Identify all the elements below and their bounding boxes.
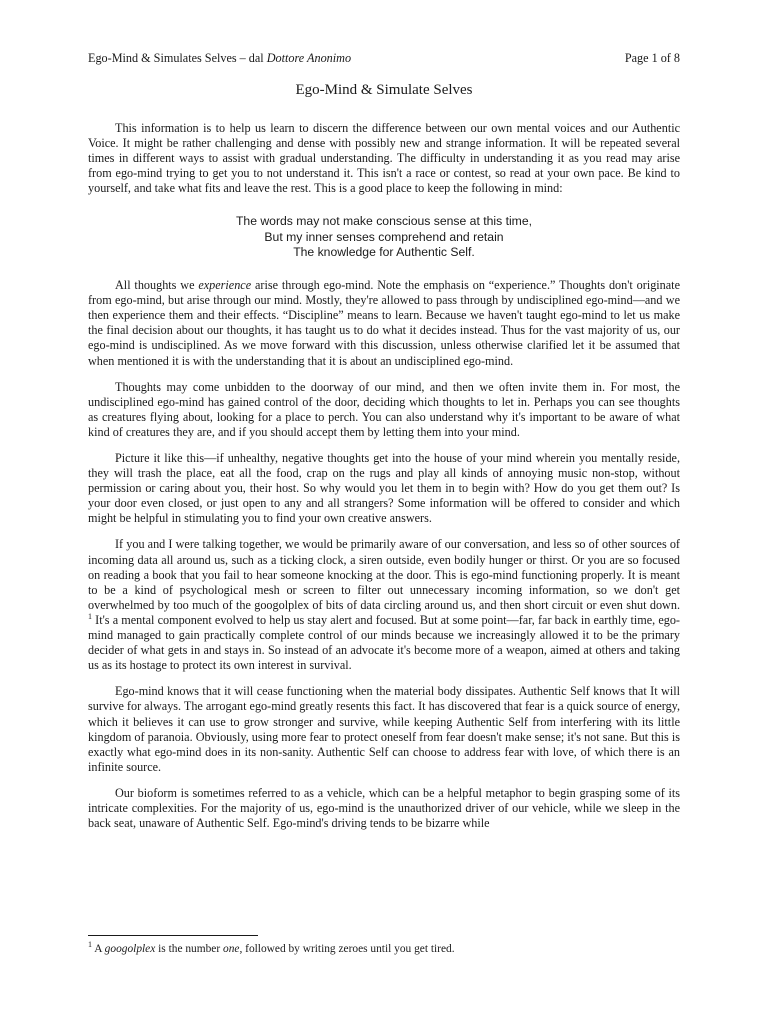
affirmation-quote: [88, 214, 680, 260]
text-run: It's a mental component evolved to help us stay alert and focused. But at some point—far, far back in earthly time, ego-mind managed to gain practically complete control of our minds because we increasingly allowed it to be the primary decider of what gets in and stays in. So instead of an advocate it's become more of a weapon, aimed at others and taking us as its hostage to protect its own interest in survival.: [88, 612, 680, 673]
paragraph-doorway: Thoughts may come unbidden to the doorway of our mind, and then we often invite them in. For most, the undisciplined ego-mind has gained control of the door, deciding which thoughts to let in. Perhaps you can see thoughts as creatures flying about, looking for a place to perch. You can also understand why it's important to be aware of what kind of creatures they are, and if you should accept them by letting them into your mind.: [88, 379, 680, 439]
paragraph-bioform-vehicle: Our bioform is sometimes referred to as a vehicle, which can be a helpful metaphor to begin grasping some of its intricate complexities. For the majority of us, ego-mind is the unauthorized driver of our vehicle, while we sleep in the back seat, unaware of Authentic Self. Ego-mind's driving tends to be bizarre while: [88, 785, 680, 831]
footnote-number: 1: [88, 940, 92, 950]
running-title: [88, 50, 351, 66]
paragraph-house-of-mind: Picture it like this—if unhealthy, negative thoughts get into the house of your mind wherein you mentally reside, they will trash the place, eat all the food, crap on the rugs and play all kinds of annoying music non-stop, without permission or caring about you, their host. So why would you let them in to begin with? How do you get them out? Is your door even closed, or just open to any and all strangers? Some information will be offered to consider and which might be helpful in stimulating you to find your own creative answers.: [88, 451, 680, 526]
page-header: [88, 50, 680, 66]
footnote-separator: [88, 935, 258, 936]
quote-line-2: But my inner senses comprehend and retain: [264, 229, 504, 244]
footnote-reference[interactable]: 1: [88, 611, 92, 621]
text-run: arise through ego-mind. Note the emphasis on “experience.” Thoughts don't originate from ego-mind, but arise through our mind. Mostly, they're allowed to pass through by undisciplined ego-mind—and we then experience them and their effects. “Discipline” means to learn. Because we haven't taught ego-mind to let us make the final decision about our thoughts, it has taught us to do what it decides instead. Thus for the vast majority of us, our ego-mind is undisciplined. As we move forward with this discussion, unless otherwise clarified let it be assumed that when mentioned it is with the understanding that it is about an undisciplined ego-mind.: [88, 278, 680, 368]
text-run: If you and I were talking together, we would be primarily aware of our conversation, and less so of other sources of incoming data all around us, such as a ticking clock, a siren outside, even bodily hunger or thirst. Or you are so focused on reading a book that you fail to hear someone knocking at the door. This is ego-mind functioning properly. It is meant to be a kind of psychological mesh or screen to filter out unnecessary incoming information, so we don't get overwhelmed by too much of the googolplex of bits of data circling around us, and then short circuit or even shut down.: [88, 537, 680, 612]
text-run: followed by writing zeroes until you get tired.: [242, 943, 455, 955]
footnote: [88, 942, 680, 957]
document-title: Ego-Mind & Simulate Selves: [295, 82, 473, 98]
intro-paragraph: This information is to help us learn to discern the difference between our own mental voices and our Authentic Voice. It might be rather challenging and dense with possibly new and strange information. It will be repeated several times in different ways to assist with gradual understanding. The difficulty in understanding it as you read may arise from ego-mind trying to get you to not understand it. This isn't a race or contest, so read at your own pace. Be kind to yourself, and take what fits and leave the rest. This is a good place to keep the following in mind:: [88, 121, 680, 196]
paragraph-ego-mind-fear: Ego-mind knows that it will cease functioning when the material body dissipates. Authentic Self knows that It will survive for always. The arrogant ego-mind greatly resents this fact. It has discovered that fear is a quick source of energy, which it believes it can use to grow stronger and survive, while keeping Authentic Self from interfering with its little kingdom of paranoia. Obviously, using more fear to protect oneself from fear doesn't make sense; it's not sane. But this is exactly what ego-mind does in its non-sanity. Authentic Self can choose to address fear with love, of which there is an infinite source.: [88, 684, 681, 774]
page-number: Page 1 of 8: [624, 51, 680, 65]
text-run: All thoughts we: [115, 278, 199, 293]
text-run: is the number: [155, 943, 223, 955]
quote-line-1: The words may not make conscious sense at this time,: [235, 214, 532, 229]
author-name: Dottore Anonimo: [266, 51, 352, 65]
footnote-one: one,: [223, 943, 243, 955]
paragraph-conversation: [88, 537, 680, 673]
emphasis-experience: experience: [198, 278, 252, 293]
footnote-term: googolplex: [104, 943, 156, 955]
text-run: A: [92, 943, 105, 955]
paragraph-thoughts-experience: [88, 278, 680, 369]
quote-line-3: The knowledge for Authentic Self.: [293, 244, 475, 259]
document-body: [88, 121, 680, 842]
running-title-text: Ego-Mind & Simulates Selves – dal: [88, 51, 267, 65]
